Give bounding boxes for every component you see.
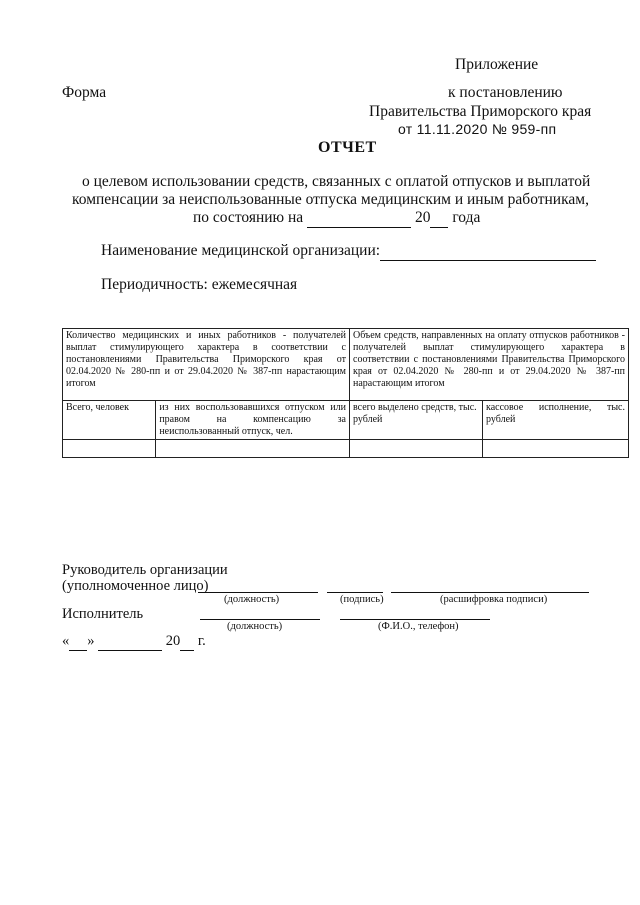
year-suffix: года bbox=[452, 209, 481, 226]
table-sub-allocated: всего выделено средств, тыс. рублей bbox=[350, 401, 483, 440]
head-position-line[interactable] bbox=[198, 592, 318, 593]
table-sub-cash-execution: кассовое исполнение, тыс. рублей bbox=[483, 401, 629, 440]
subtitle-line-1: о целевом использовании средств, связанных с оплатой отпусков и выплатой bbox=[82, 173, 591, 190]
date-year-suffix: г. bbox=[197, 633, 206, 649]
subtitle-line-2: компенсации за неиспользованные отпуска медицинским и иным работникам, bbox=[72, 191, 589, 208]
head-decoding-line[interactable] bbox=[391, 592, 589, 593]
report-date-blank[interactable] bbox=[307, 209, 411, 228]
report-title: ОТЧЕТ bbox=[318, 139, 377, 156]
subtitle-line-3 bbox=[193, 209, 480, 228]
caption-decoding: (расшифровка подписи) bbox=[440, 594, 548, 605]
table-cell[interactable] bbox=[156, 440, 350, 458]
org-name-blank[interactable] bbox=[380, 242, 596, 261]
executor-name-line[interactable] bbox=[340, 619, 490, 620]
government-label: Правительства Приморского края bbox=[369, 103, 592, 120]
executor-label: Исполнитель bbox=[62, 606, 144, 622]
year-blank[interactable] bbox=[430, 209, 448, 228]
org-name-label: Наименование медицинской организации: bbox=[101, 242, 381, 259]
caption-position: (должность) bbox=[224, 594, 280, 605]
day-blank[interactable] bbox=[69, 633, 87, 651]
head-label-2: (уполномоченное лицо) bbox=[62, 578, 209, 594]
table-sub-total-people: Всего, человек bbox=[63, 401, 156, 440]
caption-position-2: (должность) bbox=[227, 621, 283, 632]
decree-label: к постановлению bbox=[448, 84, 563, 101]
caption-name-phone: (Ф.И.О., телефон) bbox=[378, 621, 459, 632]
table-sub-used-leave: из них воспользовавшихся отпуском или правом на компенсацию за неиспользованный отпуск, чел. bbox=[156, 401, 350, 440]
table-cell[interactable] bbox=[63, 440, 156, 458]
periodicity-label: Периодичность: ежемесячная bbox=[101, 276, 298, 293]
table-head-employees: Количество медицинских и иных работников - получателей выплат стимулирующего характера в соответствии с постановлениями Правительства Приморского края от 02.04.2020 № 280-пп и от 29.04.2020 № 387-пп нарастающим итогом bbox=[63, 329, 350, 401]
report-table bbox=[62, 328, 629, 458]
date-open-quote: « bbox=[62, 633, 70, 649]
month-blank[interactable] bbox=[98, 633, 162, 651]
head-label-1: Руководитель организации bbox=[62, 562, 228, 578]
org-name-row bbox=[101, 242, 596, 261]
as-of-label: по состоянию на bbox=[193, 209, 304, 226]
year-prefix: 20 bbox=[414, 209, 431, 226]
appendix-label: Приложение bbox=[455, 56, 539, 73]
table-cell[interactable] bbox=[350, 440, 483, 458]
decree-reference: от 11.11.2020 № 959-пп bbox=[398, 121, 557, 137]
date-row bbox=[62, 633, 206, 651]
table-cell[interactable] bbox=[483, 440, 629, 458]
table-head-funds: Объем средств, направленных на оплату отпусков работников - получателей выплат стимулирующего характера в соответствии с постановлениями Правительства Приморского края от 02.04.2020 № 280-пп и от 29.04.2020 № 387-пп нарастающим итогом bbox=[350, 329, 629, 401]
caption-signature: (подпись) bbox=[340, 594, 384, 605]
form-label: Форма bbox=[62, 84, 107, 101]
date-close-quote: » bbox=[87, 633, 95, 649]
head-signature-line[interactable] bbox=[327, 592, 383, 593]
date-year-blank[interactable] bbox=[180, 633, 194, 651]
executor-position-line[interactable] bbox=[200, 619, 320, 620]
date-year-prefix: 20 bbox=[165, 633, 181, 649]
